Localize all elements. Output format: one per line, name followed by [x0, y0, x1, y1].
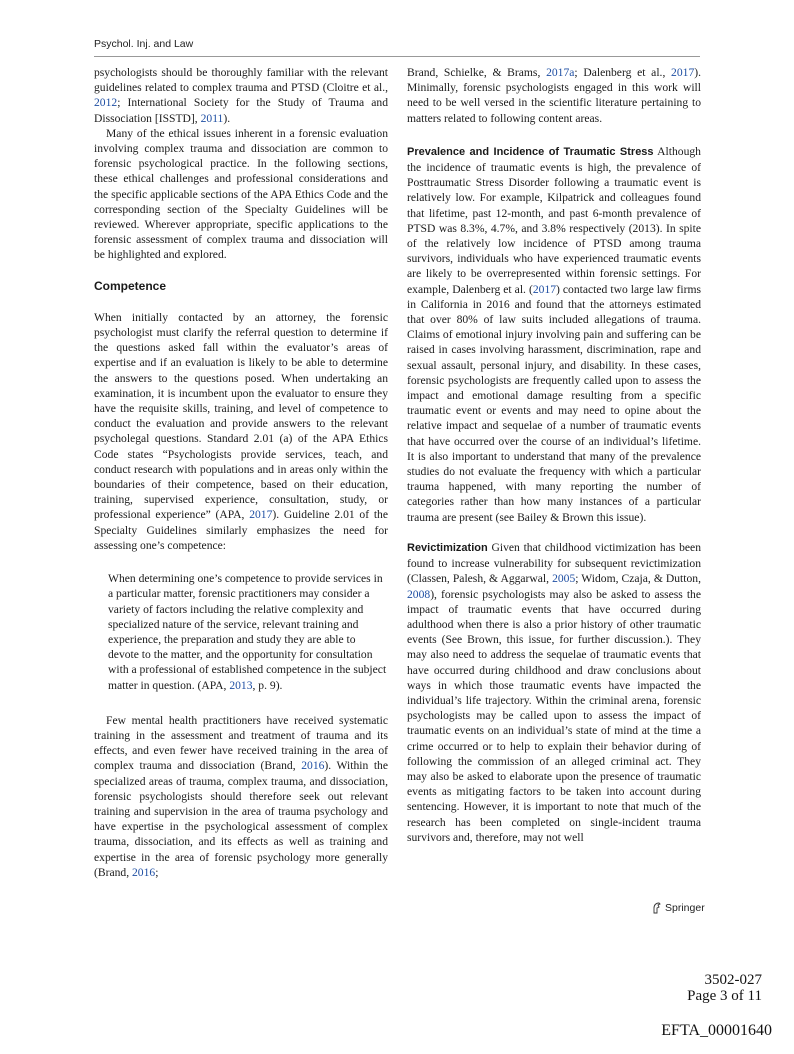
- citation-link[interactable]: 2017: [249, 508, 273, 522]
- paragraph: [94, 713, 388, 880]
- text: Brand, Schielke, & Brams,: [407, 66, 547, 79]
- section-heading-competence: Competence: [94, 278, 167, 293]
- springer-horse-icon: [651, 902, 662, 914]
- citation-link[interactable]: 2017: [671, 66, 695, 79]
- run-in-heading: Prevalence and Incidence of Traumatic Stress: [407, 145, 654, 158]
- paragraph: [94, 65, 388, 126]
- header-rule: [94, 56, 700, 57]
- text: ). Minimally, forensic psychologists engaged in this work will need to be well versed in the scientific literature pertaining to matters related to following content areas.: [407, 66, 701, 125]
- paragraph-revictimization: [407, 540, 701, 845]
- citation-link[interactable]: 2008: [407, 587, 431, 601]
- citation-link[interactable]: 2013: [229, 678, 253, 692]
- block-quote: [108, 571, 388, 693]
- publisher-name: Springer: [665, 902, 705, 914]
- citation-link[interactable]: 2016: [301, 759, 325, 773]
- page-stamp: [687, 972, 762, 1004]
- run-in-heading: Revictimization: [407, 541, 488, 554]
- left-column: [94, 65, 388, 880]
- paragraph-prevalence: [407, 144, 701, 525]
- citation-link[interactable]: 2017: [532, 282, 557, 296]
- text: Few mental health practitioners have received systematic training in the assessment and treatment of trauma and its effects, and even fewer have received training in the area of complex trauma and dissociation (Brand,: [94, 713, 388, 773]
- text: ;: [155, 865, 159, 879]
- bates-number: EFTA_00001640: [661, 1022, 772, 1039]
- paragraph: Many of the ethical issues inherent in a forensic evaluation involving complex trauma and dissociation are common to forensic psychological practice. In the following sections, these ethical challenges and professional considerations and the specific applicable sections of the APA Ethics Code and the corresponding section of the Specialty Guidelines will be reviewed. Wherever appropriate, specific applications to the forensic assessment of complex trauma and dissociation will be highlighted and explored.: [94, 126, 388, 262]
- citation-link[interactable]: 2012: [94, 96, 118, 110]
- publisher-logo: [651, 902, 705, 914]
- text: ; Widom, Czaja, & Dutton,: [575, 572, 701, 586]
- text: ; Dalenberg et al.,: [574, 66, 672, 79]
- right-column: [407, 65, 701, 845]
- text: When determining one’s competence to provide services in a particular matter, forensic practitioners may consider a variety of factors including the relative complexity and specialized nature of the service, relevant training and experience, the preparation and study they are able to devote to the matter, and the opportunity for consultation with a professional of established competence in the subject matter in question. (APA,: [108, 572, 387, 692]
- text: ). Within the specialized areas of trauma, complex trauma, and dissociation, forensic psychologists should therefore seek out relevant training and supervision in the area of trauma psychology and have expertise in the psychological assessment of complex trauma, dissociation, and its effects as well as training and expertise in the area of forensic psychology more generally (Brand,: [94, 759, 389, 879]
- text: Given that childhood victimization has been found to increase vulnerability for subsequent revictimization (Classen, Palesh, & Aggarwal,: [407, 540, 701, 586]
- citation-link[interactable]: 2017a: [546, 66, 575, 79]
- text: ) contacted two large law firms in California in 2016 and found that the attorneys estimated that over 80% of law suits included allegations of trauma. Claims of emotional injury involving pain and suffering can be raised in cases involving harassment, discrimination, rape and sexual assault, personal injury, and disability. In these cases, forensic psychologists are frequently called upon to assess the impact and emotional damage resulting from a specific traumatic event or events and may need to opine about the relative impact and sequelae of a number of traumatic events that have occurred over the course of an individual’s lifetime. It is also important to understand that many of the prevalence studies do not evaluate the frequency with which a particular trauma happened, with many reporting the number of categories rather than how many instances of a particular trauma are present (see Bailey & Brown this issue).: [407, 282, 701, 524]
- page-label: Page 3 of 11: [687, 988, 762, 1004]
- text: When initially contacted by an attorney, the forensic psychologist must clarify the referral question to determine if the questions asked fall within the evaluator’s areas of expertise and if an evaluation is likely to be able to determine the answers to the questions posed. When undertaking an examination, it is incumbent upon the evaluator to ensure they have the requisite skills, training, and level of competence to conduct the evaluation and provide answers to the relevant psycholegal questions. Standard 2.01 (a) of the APA Ethics Code states “Psychologists provide services, teach, and conduct research with populations and in areas only within the boundaries of their competence, based on their education, training, supervised experience, consultation, study, or professional experience” (APA,: [94, 310, 388, 522]
- text: psychologists should be thoroughly familiar with the relevant guidelines related to complex trauma and PTSD (Cloitre et al.,: [94, 66, 388, 95]
- citation-link[interactable]: 2005: [552, 572, 576, 586]
- document-number: 3502-027: [704, 972, 762, 988]
- citation-link[interactable]: 2016: [132, 865, 156, 879]
- quote-text: [108, 571, 388, 693]
- text: ), forensic psychologists may also be asked to assess the impact of traumatic events that have occurred during adulthood when there is also a prior history of other traumatic events (See Brown, this issue, for further discussion.). They may also need to address the sequelae of traumatic events that have occurred during childhood and draw conclusions about ways in which those traumatic events have impacted the individual’s life trajectory. Within the criminal arena, forensic psychologists may be called upon to assess the impact of traumatic events on an individual’s state of mind at the time a crime occurred or to help to explain their behavior during of following the commission of an alleged criminal act. They may also be asked to elaborate upon the presence of traumatic events as mitigating factors to be taken into account during sentencing. However, it is important to note that much of the research has been completed on single-incident trauma survivors and, therefore, may not well: [407, 587, 701, 844]
- text: , p. 9).: [252, 678, 283, 692]
- text: ; International Society for the Study of Trauma and Dissociation [ISSTD],: [94, 96, 388, 125]
- paragraph: [94, 310, 388, 553]
- text: ). Guideline 2.01 of the Specialty Guidelines similarly emphasizes the need for assessing one’s competence:: [94, 508, 388, 552]
- text: ).: [223, 111, 231, 125]
- paragraph: [407, 65, 701, 126]
- citation-link[interactable]: 2011: [200, 111, 224, 125]
- text: Although the incidence of traumatic events is high, the prevalence of Posttraumatic Stress Disorder following a traumatic event is relatively low. For example, Kilpatrick and colleagues found that lifetime, past 12-month, and past 6-month prevalence of PTSD was 8.3%, 4.7%, and 3.8% respectively (2013). In spite of the relatively low incidence of PTSD among trauma survivors, individuals who have experienced traumatic events are likely to be overrepresented within forensic settings. For example, Dalenberg et al. (: [407, 144, 701, 296]
- running-head: Psychol. Inj. and Law: [94, 38, 194, 50]
